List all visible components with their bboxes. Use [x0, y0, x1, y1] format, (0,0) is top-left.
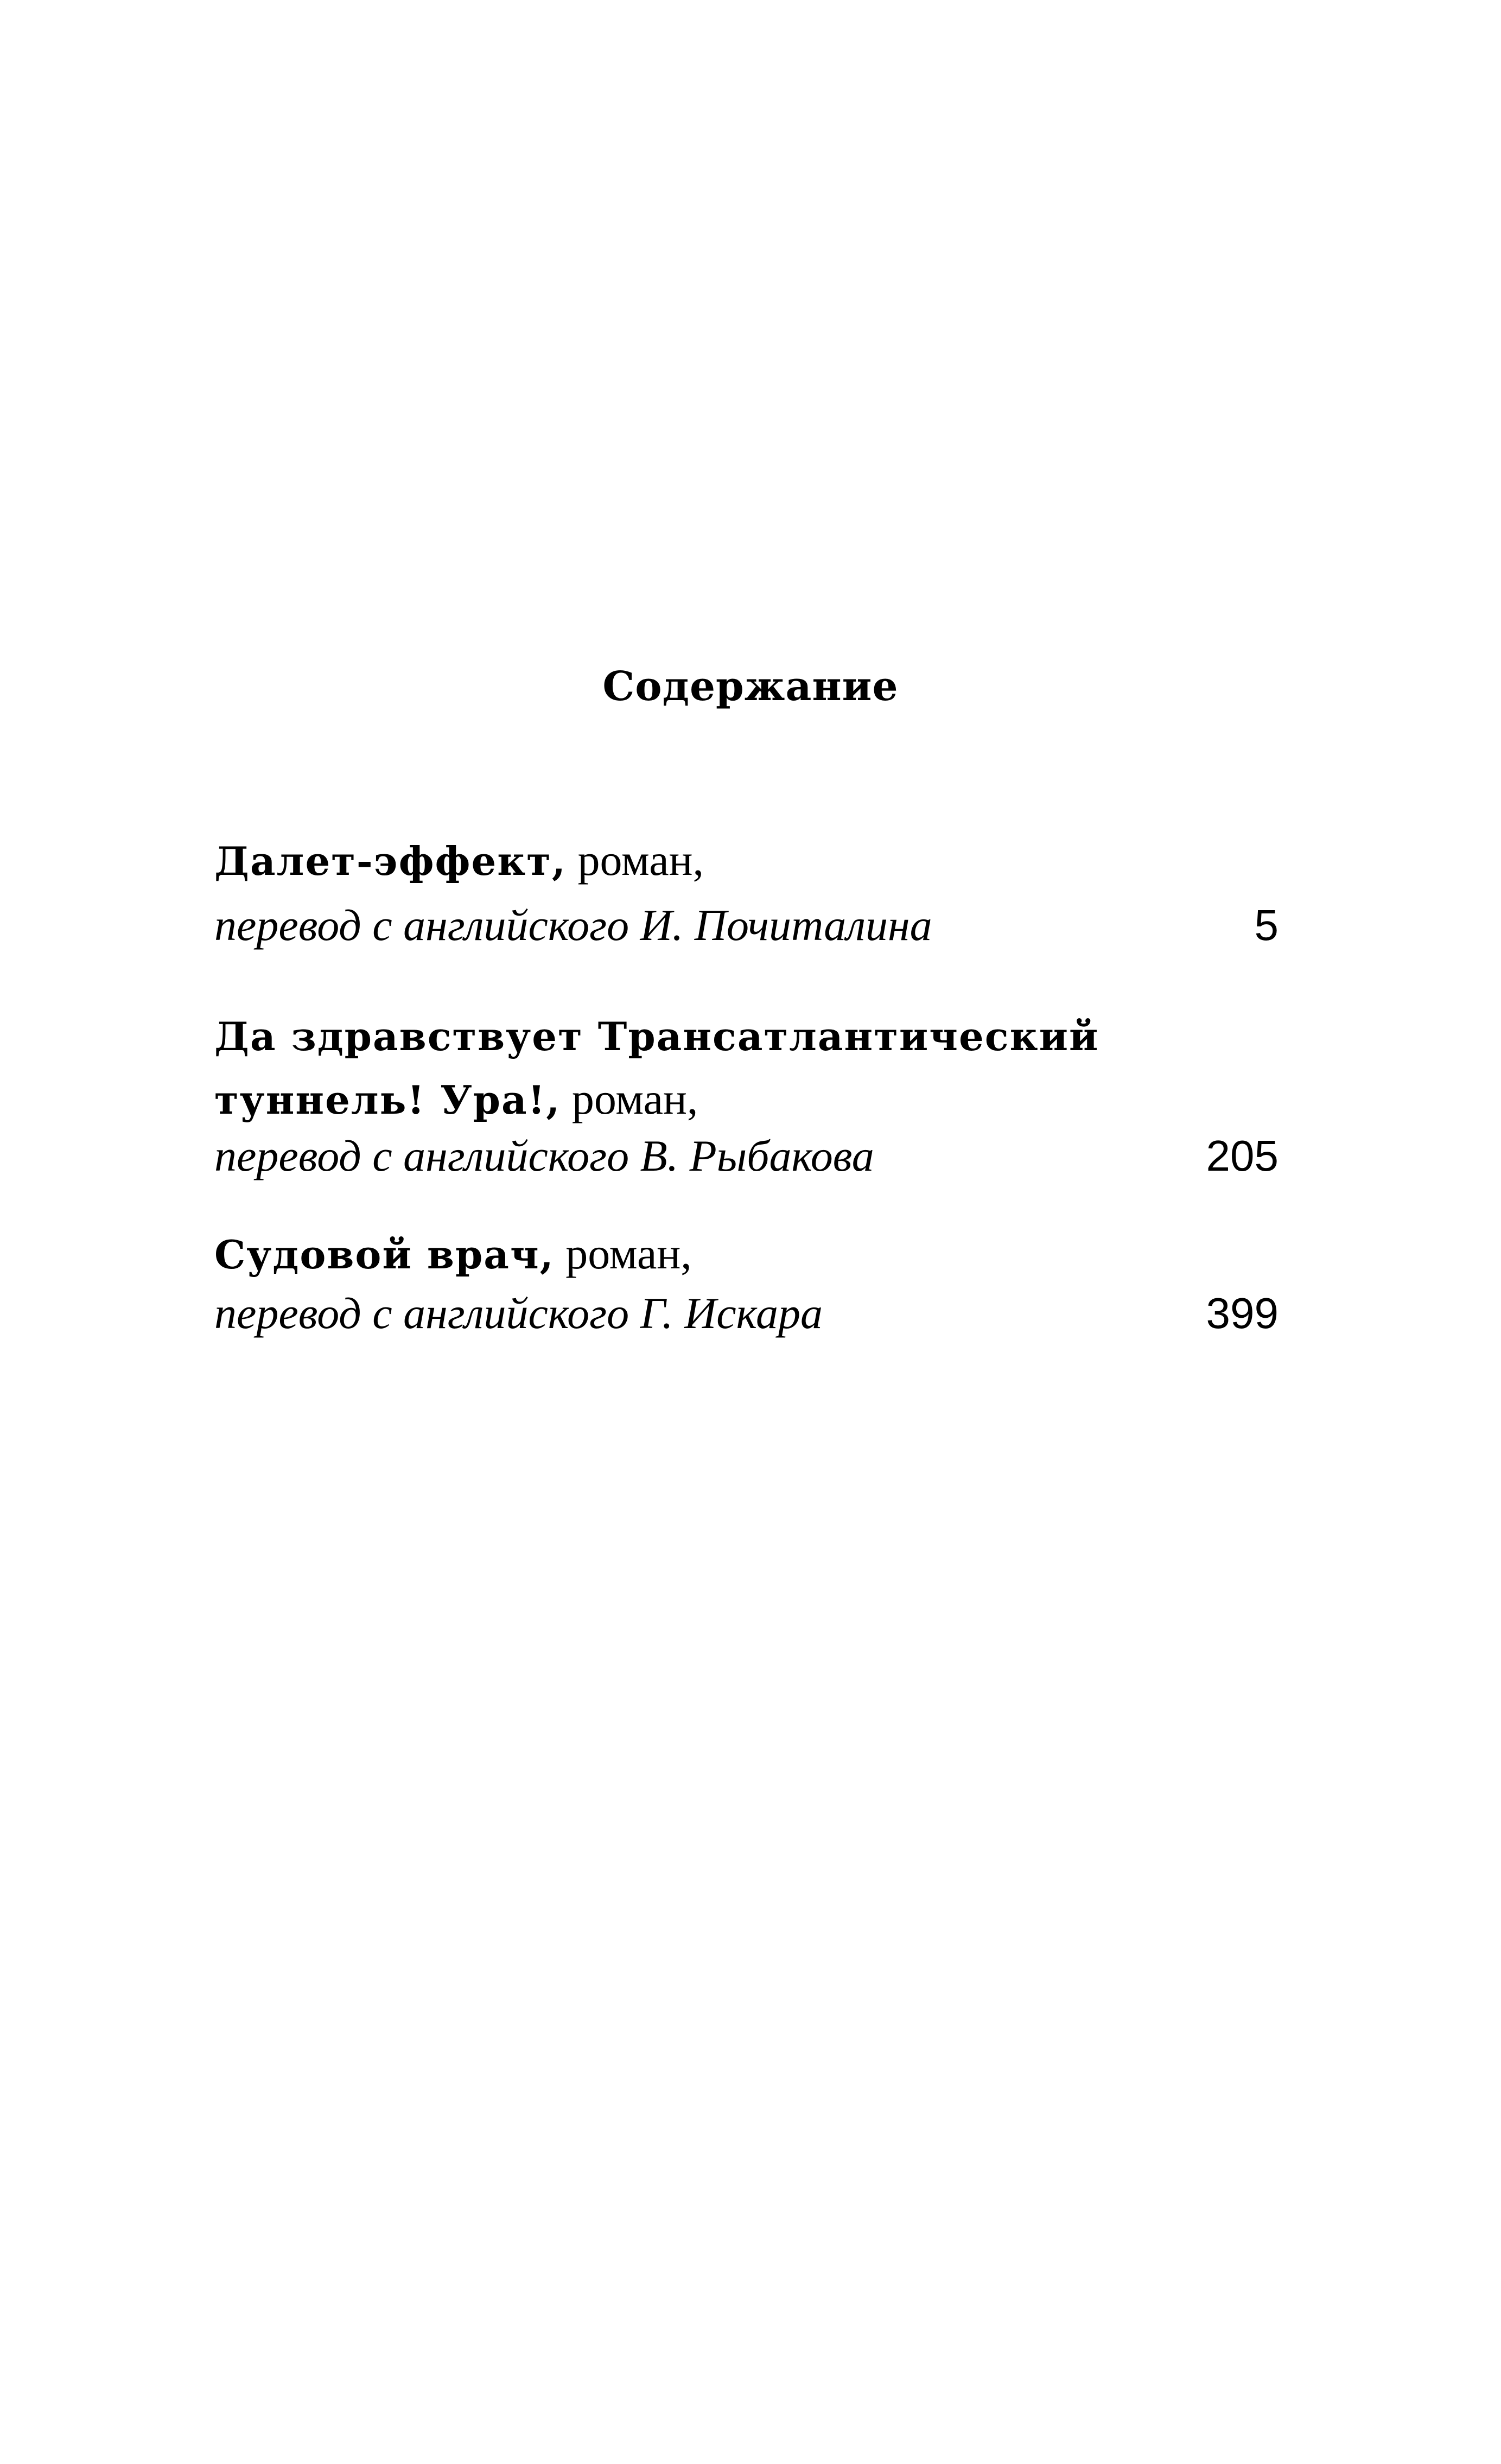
toc-entry-3-page-number: 399 — [1206, 1289, 1279, 1337]
toc-entry-2-title-line-2 — [214, 1072, 698, 1127]
toc-entry-2-title-part-2: туннель! Ура!, — [214, 1077, 561, 1123]
toc-entry-2-page-number: 205 — [1206, 1132, 1279, 1180]
page-title: Содержание — [602, 663, 899, 710]
toc-entry-2-title-line-1 — [214, 1009, 1099, 1064]
toc-entry-3-genre: роман, — [554, 1229, 692, 1278]
toc-entry-1-translation-line — [214, 898, 932, 954]
toc-entry-2-genre: роман, — [561, 1074, 698, 1123]
toc-entry-3-translation-line — [214, 1286, 823, 1342]
toc-entry-2-translation: перевод с английского В. Рыбакова — [214, 1131, 874, 1180]
toc-entry-1-title: Далет-эффект, — [214, 838, 567, 884]
toc-entry-3-title-line — [214, 1227, 692, 1282]
toc-entry-1-translation: перевод с английского И. Почиталина — [214, 900, 932, 950]
toc-entry-2-title-part-1: Да здравствует Трансатлантический — [214, 1013, 1099, 1059]
toc-entry-3-title: Судовой врач, — [214, 1231, 555, 1278]
toc-entry-1-genre: роман, — [566, 835, 704, 885]
toc-entry-3-translation: перевод с английского Г. Искара — [214, 1288, 823, 1338]
toc-entry-1-page-number: 5 — [1254, 901, 1279, 949]
toc-entry-2-translation-line — [214, 1129, 874, 1184]
toc-entry-1-title-line — [214, 833, 704, 888]
